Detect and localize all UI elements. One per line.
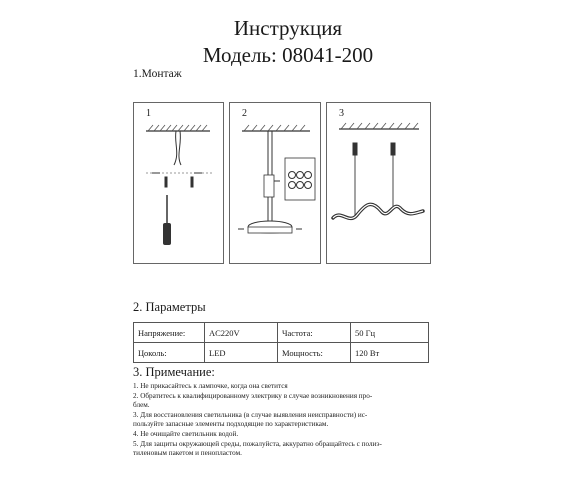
note-line: 1. Не прикасайтесь к лампочке, когда она светится — [133, 382, 288, 390]
mounting-step-1-panel — [133, 102, 224, 264]
step-number: 1 — [146, 108, 151, 119]
step-number: 2 — [242, 108, 247, 119]
ceiling-icon — [242, 125, 310, 131]
hanging-lamp-illustration — [327, 103, 430, 263]
ceiling-icon — [339, 123, 419, 129]
param-label-voltage: Напряжение: — [134, 323, 205, 343]
note-line: блем. — [133, 401, 150, 410]
param-value-base: LED — [205, 343, 278, 363]
param-label-frequency: Частота: — [278, 323, 351, 343]
param-value-power: 120 Вт — [351, 343, 429, 363]
terminal-block-icon — [285, 158, 315, 200]
document-title: Инструкция — [233, 16, 343, 40]
param-label-power: Мощность: — [278, 343, 351, 363]
notes-list — [133, 382, 433, 459]
note-line: 2. Обратитесь к квалифицированному электрику в случае возникновения про- — [133, 391, 373, 400]
mounting-step-3-panel — [326, 102, 431, 264]
params-table — [133, 322, 429, 363]
screwdriver-icon — [163, 195, 171, 245]
canopy-icon — [238, 221, 302, 233]
table-row — [134, 343, 429, 363]
note-line: 5. Для защиты окружающей среды, пожалуйста, аккуратно обращайтесь с полиэ- — [133, 439, 382, 448]
step-number: 3 — [339, 108, 344, 119]
param-value-frequency: 50 Гц — [351, 323, 429, 343]
section-mounting: 1.Монтаж — [133, 68, 182, 80]
param-label-base: Цоколь: — [134, 343, 205, 363]
section-notes: 3. Примечание: — [133, 365, 215, 379]
param-value-voltage: AC220V — [205, 323, 278, 343]
note-line: 3. Для восстановления светильника (в случае выявления неисправности) ис- — [133, 410, 368, 419]
mounting-step-2-panel — [229, 102, 321, 264]
pendant-lamp-icon — [333, 204, 423, 218]
model-title: Модель: 08041-200 — [202, 43, 374, 67]
wiring-illustration — [230, 103, 320, 263]
ceiling-icon — [146, 125, 210, 131]
note-line: тиленовым пакетом и пенопластом. — [133, 449, 242, 458]
connector-block — [264, 175, 274, 197]
note-line: пользуйте запасные элементы подходящие по характеристикам. — [133, 420, 329, 429]
anchor-icon — [146, 173, 212, 187]
table-row — [134, 323, 429, 343]
ceiling-mount-illustration — [134, 103, 223, 263]
section-params: 2. Параметры — [133, 300, 206, 314]
note-line: 4. Не очищайте светильник водой. — [133, 429, 239, 438]
wire-icon — [174, 131, 181, 165]
